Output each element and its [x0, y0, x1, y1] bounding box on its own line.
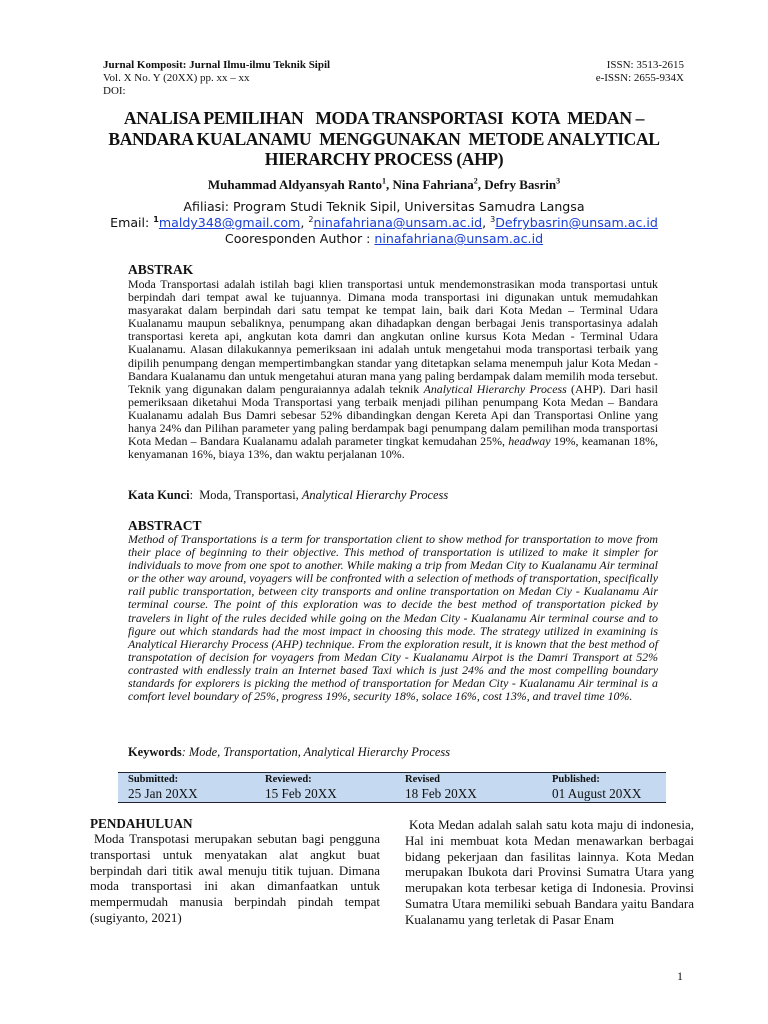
email-separator: , [482, 215, 491, 230]
date-label: Submitted: [128, 774, 179, 785]
email-label: Email: [110, 215, 154, 230]
keywords-text: : Mode, Transportation, Analytical Hierarchy Process [181, 745, 451, 759]
date-published [552, 773, 641, 801]
date-label: Published: [552, 774, 600, 785]
kata-kunci [128, 488, 448, 503]
date-submitted [128, 773, 198, 801]
title-line-3: HIERARCHY PROCESS (AHP) [264, 149, 504, 169]
abstrak-text-italic: Analytical Hierarchy Process [423, 381, 567, 396]
kata-kunci-colon: : [189, 488, 200, 502]
keywords-label: Keywords [128, 745, 182, 759]
email-link-3[interactable]: Defrybasrin@unsam.ac.id [495, 215, 658, 230]
volume-info: Vol. X No. Y (20XX) pp. xx – xx [103, 72, 250, 84]
pendahuluan-col-2: Kota Medan adalah salah satu kota maju di indonesia, Hal ini membuat kota Medan menawarkan berbagai bidang pekerjaan dan fasilitas lainnya. Kota Medan merupakan Ibukota dari Provinsi Sumatra Utara yang merupakan kota terbesar ketiga di Indonesia. Provinsi Sumatra Utara memiliki sebuah Bandara yaitu Bandara Kualanamu yang terletak di Pasar Enam [405, 817, 694, 927]
email-link-2[interactable]: ninafahriana@unsam.ac.id [313, 215, 483, 230]
abstrak-text-part: (AHP). Dari hasil pemeriksaan diketahui Moda Transportasi yang terbaik menjadi pilihan penumpang Kota Medan – Bandara Kualanamu adalah Bus Damri sebesar 52% dibandingkan dengan Kereta Api dan Transportasi Online yang hanya 24% dan Pilihan parameter yang paling berdampak bagi penumpang dalam pemilihan moda transportasi Kota Medan – Bandara Kualanamu adalah parameter tingkat kemudahan 25%, [128, 381, 658, 449]
email-2-sup: 2 [308, 214, 314, 224]
kata-kunci-label: Kata Kunci [128, 488, 190, 502]
abstract-heading: ABSTRACT [128, 518, 202, 533]
author-3-sup: 3 [556, 176, 561, 186]
date-revised [405, 773, 477, 801]
doi-label: DOI: [103, 85, 126, 97]
pendahuluan-col-1: Moda Transpotasi merupakan sebutan bagi pengguna transportasi untuk menyatakan alat angkut buat berpindah dari titik awal menuju titik tujuan. Dimana moda transportasi ini akan dimanfaatkan untuk mempermudah manusia berpindah pindah tempat (sugiyanto, 2021) [90, 831, 380, 925]
abstrak-text-part: Moda Transportasi adalah istilah bagi klien transportasi untuk mendemonstrasikan moda transportasi untuk berpindah dari tempat awal ke tujuannya. Dimana moda transportasi ini digunakan untuk memudahkan masyarakat dalam berpindah dari satu tempat ke tempat lain, baik dari Kota Medan – Terminal Udara Kualanamu maupun sebaliknya, penumpang akan dihadapkan dengan berbagai Jenis transportasinya adalah transportasi kereta api, angkutan kota damri dan angkutan online kursus Kota Medan - Terminal Udara Kualanamu. Alasan dilakukannya pemeriksaan ini adalah untuk mengetahui moda transportasi terbaik yang dipilih penumpang dengan mempertimbangkan standar yang ditetapkan selama menempuh jalur Kota Medan - Bandara Kualanamu dan untuk mengetahui aturan mana yang paling berdampak dalam memilih moda tersebut. Teknik yang digunakan dalam penguraiannya adalah teknik [128, 277, 658, 396]
date-value: 25 Jan 20XX [128, 786, 198, 801]
email-3-sup: 3 [490, 214, 496, 224]
date-value: 01 August 20XX [552, 786, 642, 801]
kata-kunci-italic: Analytical Hierarchy Process [301, 488, 449, 502]
author-2: Nina Fahriana [392, 177, 474, 192]
author-list [60, 177, 708, 193]
author-2-sup: 2 [473, 176, 478, 186]
email-separator: , [300, 215, 309, 230]
keywords [128, 745, 450, 760]
date-value: 15 Feb 20XX [265, 786, 337, 801]
title-line-1: ANALISA PEMILIHAN MODA TRANSPORTASI KOTA MEDAN – [123, 108, 645, 128]
email-1-sup: 1 [153, 214, 159, 224]
kata-kunci-plain: Moda, Transportasi, [199, 488, 302, 502]
abstrak-text-part: 19%, keamanan 18%, kenyamanan 16%, biaya 13%, dan waktu perjalanan 10%. [128, 434, 658, 462]
dates-table [118, 772, 666, 803]
author-1-sup: 1 [381, 176, 386, 186]
eissn: e-ISSN: 2655-934X [595, 72, 684, 84]
corr-label: Cooresponden Author : [224, 231, 375, 246]
abstrak-text-italic: headway [508, 434, 551, 449]
affiliation: Afiliasi: Program Studi Teknik Sipil, Universitas Samudra Langsa [183, 199, 585, 214]
abstrak-heading: ABSTRAK [128, 262, 194, 277]
pendahuluan-heading: PENDAHULUAN [90, 816, 193, 831]
corr-email-link[interactable]: ninafahriana@unsam.ac.id [374, 231, 544, 246]
date-reviewed [265, 773, 337, 801]
date-label: Reviewed: [265, 774, 312, 785]
author-separator: , [477, 177, 485, 192]
abstract-text: Method of Transportations is a term for transportation client to show method for transportation to move from their place of beginning to their objective. This method of transportation is utilized to make it simpler for individuals to move from one spot to another. While making a trip from Medan City to Kualanamu Air terminal or the other way around, voyagers will be confronted with a selection of methods of transportation, specifically rail public transportation, between city transports and online transportation on Medan Ciy - Kualanamu Air terminal course. The point of this exploration was to decide the best method of transportation picked by travelers in light of the rules decided while going on the Medan City - Kualanamu Air terminal course and to figure out which standards had the most impact in choosing this mode. The strategy utilized in examining is Analytical Hierarchy Process (AHP) technique. From the exploration result, it is known that the best method of transpotation of decision for voyagers from Medan City - Kualanamu Airpot is the Damri Transport at 52% contrasted with endlessly train an Internet based Taxi which is just 24% and the most compelling boundary standards for explorers is picking the method of transportation for Medan City - Kualanamu Air terminal is a comfort level boundary of 25%, progress 19%, security 18%, solace 16%, cost 13%, and travel time 10%. [128, 532, 658, 704]
issn: ISSN: 3513-2615 [606, 59, 684, 71]
page-number: 1 [677, 969, 683, 983]
author-1: Muhammad Aldyansyah Ranto [207, 177, 382, 192]
email-line [60, 215, 708, 231]
paper-title [60, 108, 708, 170]
title-line-2: BANDARA KUALANAMU MENGGUNAKAN METODE ANALYTICAL [108, 128, 660, 149]
author-3: Defry Basrin [484, 177, 557, 192]
journal-name: Jurnal Komposit: Jurnal Ilmu-ilmu Teknik Sipil [103, 59, 331, 71]
corresponding-author [60, 231, 708, 247]
email-link-1[interactable]: maldy348@gmail.com [158, 215, 301, 230]
author-separator: , [385, 177, 393, 192]
date-value: 18 Feb 20XX [405, 786, 477, 801]
date-label: Revised [405, 774, 440, 785]
abstrak-text [128, 278, 658, 461]
